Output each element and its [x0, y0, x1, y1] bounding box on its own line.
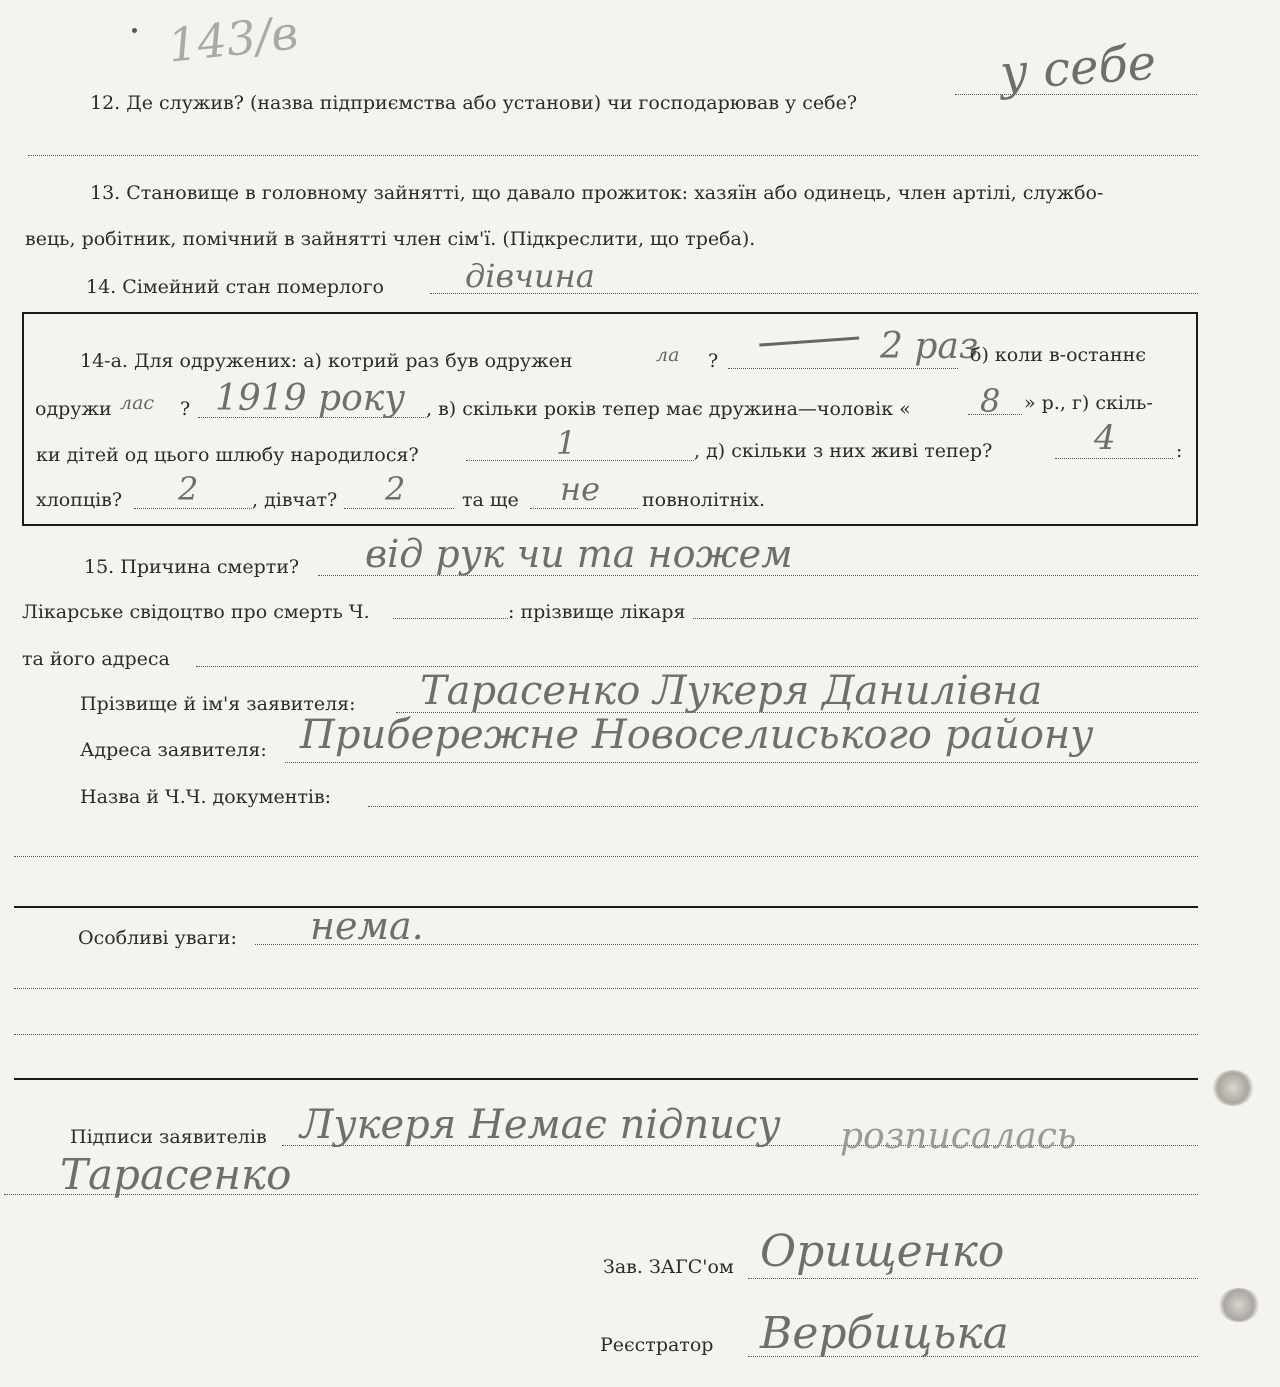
applicant-name-label: Прізвище й ім'я заявителя: [80, 693, 356, 715]
doctor-name-label: : прізвище лікаря [508, 601, 686, 623]
q14a-p9: , дівчат? [252, 489, 338, 511]
q12-label: 12. Де служив? (назва підприємства або установи) чи господарював у себе? [90, 92, 858, 114]
q14a-b-answer: 1919 року [215, 378, 406, 419]
q14a-girls: 2 [385, 470, 406, 508]
q14a-boys-line [134, 508, 252, 509]
remarks-answer: нема. [310, 904, 424, 948]
q12-extra-line [28, 155, 1198, 156]
documents-line [368, 806, 1198, 807]
q14a-p7-end: : [1176, 440, 1183, 462]
q14a-boys: 2 [178, 470, 199, 508]
remarks-label: Особливі уваги: [78, 927, 237, 949]
q14a-p1-q: ? [708, 350, 719, 372]
address-line-label: та його адреса [22, 648, 170, 670]
signatures-label: Підписи заявителів [70, 1126, 267, 1148]
dot-mark [132, 28, 137, 33]
applicant-name-answer: Тарасенко Лукеря Данилівна [420, 668, 1043, 714]
signatures-line1: Лукеря Немає підпису [300, 1102, 781, 1148]
q12-answer: у себе [998, 34, 1158, 102]
remarks-extra-line-2 [14, 1034, 1198, 1035]
q14a-d-answer: 4 [1094, 418, 1116, 458]
q14-label: 14. Сімейний стан померлого [86, 276, 384, 298]
address-line [196, 666, 1198, 667]
q14a-p11: повнолітніх. [642, 489, 766, 511]
q14a-p2: б) коли в-останнє [970, 344, 1146, 366]
punch-hole-stain-bottom [1218, 1288, 1260, 1322]
section-divider-1 [14, 906, 1198, 908]
q14a-p1-suffix: ла [656, 344, 680, 366]
q14a-p1: 14-а. Для одружених: а) котрий раз був одружен [80, 350, 573, 372]
section-divider-2 [14, 1078, 1198, 1080]
q14a-p10: та ще [462, 489, 519, 511]
q14a-p5: » р., г) скіль- [1024, 392, 1153, 414]
registrar-signature: Вербицька [760, 1308, 1009, 1359]
remarks-extra-line-1 [14, 988, 1198, 989]
documents-extra-line [14, 856, 1198, 857]
q13-line2: вець, робітник, помічний в зайнятті член сім'ї. (Підкреслити, що треба). [25, 228, 756, 250]
q14a-more-line [530, 508, 638, 509]
doctor-name-line [693, 618, 1198, 619]
signatures-line1-extra: розписалась [840, 1116, 1077, 1157]
q14a-girls-line [344, 508, 454, 509]
q14a-p4: , в) скільки років тепер має дружина—чоловік « [426, 398, 911, 420]
q14a-d-line [1055, 458, 1173, 459]
punch-hole-stain-top [1212, 1070, 1254, 1106]
q15-answer: від рук чи та ножем [365, 532, 793, 576]
header-mark: 143/в [165, 5, 301, 73]
documents-label: Назва й Ч.Ч. документів: [80, 786, 332, 808]
q14a-a-answer: 2 раз [880, 326, 979, 367]
q14a-p8: хлопців? [36, 489, 123, 511]
signatures-line2: Тарасенко [60, 1150, 292, 1199]
q14a-p7: , д) скільки з них живі тепер? [694, 440, 993, 462]
zags-head-line [748, 1278, 1198, 1279]
applicant-address-answer: Прибережне Новоселиського району [300, 712, 1094, 758]
zags-head-label: Зав. ЗАГС'ом [603, 1256, 734, 1278]
doctor-cert-label: Лікарське свідоцтво про смерть Ч. [22, 601, 370, 623]
q14a-g-line [466, 460, 694, 461]
doctor-cert-number-line [393, 618, 508, 619]
q14a-p3-q: ? [180, 398, 191, 420]
q14a-v-answer: 8 [980, 382, 1001, 420]
zags-head-signature: Орищенко [760, 1226, 1005, 1277]
q15-label: 15. Причина смерти? [84, 556, 300, 578]
q14-answer: дівчина [465, 257, 595, 295]
applicant-address-label: Адреса заявителя: [80, 739, 267, 761]
q14a-g-answer: 1 [556, 424, 577, 462]
q14a-p6: ки дітей од цього шлюбу народилося? [36, 444, 419, 466]
q14a-p3: одружи [35, 398, 112, 420]
registrar-label: Реєстратор [600, 1334, 714, 1356]
q13-line1: 13. Становище в головному зайнятті, що давало прожиток: хазяїн або одинець, член артілі, службо- [90, 182, 1104, 204]
q14a-p3-suffix: лас [120, 392, 155, 414]
applicant-address-line [285, 762, 1198, 763]
q14a-more: не [560, 470, 601, 508]
